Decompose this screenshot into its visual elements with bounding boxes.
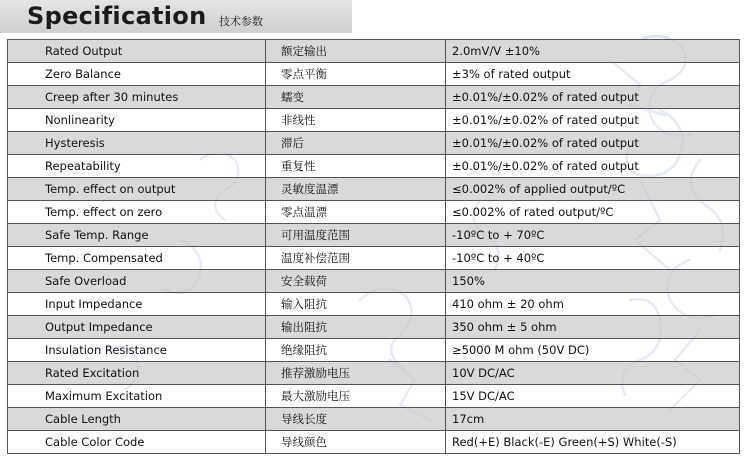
spec-value: ±0.01%/±0.02% of rated output <box>446 86 740 109</box>
spec-name-en: Cable Color Code <box>8 431 266 454</box>
table-row <box>8 178 740 201</box>
spec-value: Red(+E) Black(-E) Green(+S) White(-S) <box>446 431 740 454</box>
table-row <box>8 270 740 293</box>
spec-name-cn: 导线长度 <box>266 408 446 431</box>
table-row <box>8 86 740 109</box>
spec-name-en: Temp. effect on zero <box>8 201 266 224</box>
spec-name-cn: 输出阻抗 <box>266 316 446 339</box>
spec-value: ±3% of rated output <box>446 63 740 86</box>
table-row <box>8 155 740 178</box>
table-row <box>8 224 740 247</box>
spec-name-en: Safe Overload <box>8 270 266 293</box>
spec-value: ±0.01%/±0.02% of rated output <box>446 132 740 155</box>
spec-name-cn: 蠕变 <box>266 86 446 109</box>
spec-value: ≥5000 M ohm (50V DC) <box>446 339 740 362</box>
table-row <box>8 339 740 362</box>
table-row <box>8 431 740 454</box>
spec-name-cn: 非线性 <box>266 109 446 132</box>
table-row <box>8 408 740 431</box>
spec-value: 410 ohm ± 20 ohm <box>446 293 740 316</box>
spec-value: ≤0.002% of applied output/ºC <box>446 178 740 201</box>
spec-value: ≤0.002% of rated output/ºC <box>446 201 740 224</box>
spec-value: 17cm <box>446 408 740 431</box>
spec-name-cn: 额定输出 <box>266 40 446 63</box>
table-row <box>8 385 740 408</box>
spec-name-en: Creep after 30 minutes <box>8 86 266 109</box>
spec-value: 15V DC/AC <box>446 385 740 408</box>
title-bar <box>0 0 352 33</box>
spec-name-cn: 可用温度范围 <box>266 224 446 247</box>
spec-name-en: Zero Balance <box>8 63 266 86</box>
spec-name-en: Output Impedance <box>8 316 266 339</box>
spec-name-en: Rated Output <box>8 40 266 63</box>
spec-value: 2.0mV/V ±10% <box>446 40 740 63</box>
table-row <box>8 132 740 155</box>
spec-name-en: Repeatability <box>8 155 266 178</box>
table-row <box>8 109 740 132</box>
spec-name-cn: 滞后 <box>266 132 446 155</box>
spec-name-en: Rated Excitation <box>8 362 266 385</box>
spec-name-cn: 温度补偿范围 <box>266 247 446 270</box>
spec-name-cn: 导线颜色 <box>266 431 446 454</box>
page-subtitle: 技术参数 <box>219 15 263 28</box>
spec-name-cn: 灵敏度温漂 <box>266 178 446 201</box>
spec-value: ±0.01%/±0.02% of rated output <box>446 109 740 132</box>
spec-value: -10ºC to + 40ºC <box>446 247 740 270</box>
table-row <box>8 247 740 270</box>
table-row <box>8 201 740 224</box>
spec-name-cn: 重复性 <box>266 155 446 178</box>
spec-name-en: Insulation Resistance <box>8 339 266 362</box>
spec-name-cn: 安全载荷 <box>266 270 446 293</box>
spec-value: 10V DC/AC <box>446 362 740 385</box>
spec-name-en: Nonlinearity <box>8 109 266 132</box>
table-row <box>8 40 740 63</box>
spec-name-en: Cable Length <box>8 408 266 431</box>
specification-table <box>7 39 740 454</box>
spec-name-cn: 最大激励电压 <box>266 385 446 408</box>
spec-value: 350 ohm ± 5 ohm <box>446 316 740 339</box>
spec-name-en: Safe Temp. Range <box>8 224 266 247</box>
spec-value: ±0.01%/±0.02% of rated output <box>446 155 740 178</box>
spec-name-cn: 输入阻抗 <box>266 293 446 316</box>
spec-value: -10ºC to + 70ºC <box>446 224 740 247</box>
spec-name-cn: 绝缘阻抗 <box>266 339 446 362</box>
spec-name-en: Maximum Excitation <box>8 385 266 408</box>
spec-name-en: Temp. effect on output <box>8 178 266 201</box>
spec-name-cn: 推荐激励电压 <box>266 362 446 385</box>
spec-name-cn: 零点平衡 <box>266 63 446 86</box>
spec-name-en: Hysteresis <box>8 132 266 155</box>
table-row <box>8 293 740 316</box>
table-row <box>8 362 740 385</box>
spec-name-en: Temp. Compensated <box>8 247 266 270</box>
spec-name-en: Input Impedance <box>8 293 266 316</box>
page-title: Specification <box>27 2 207 30</box>
table-row <box>8 63 740 86</box>
table-row <box>8 316 740 339</box>
spec-name-cn: 零点温漂 <box>266 201 446 224</box>
spec-value: 150% <box>446 270 740 293</box>
